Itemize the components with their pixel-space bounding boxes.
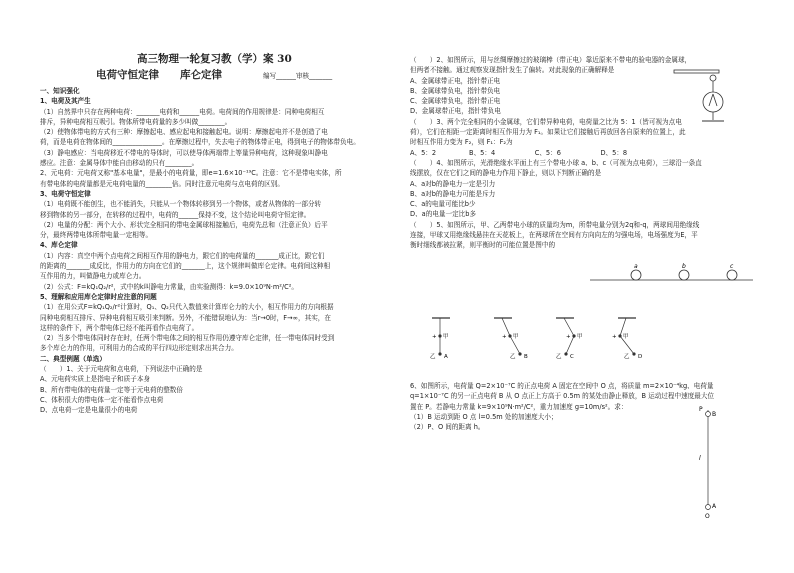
svg-text:甲: 甲 bbox=[443, 334, 449, 340]
right-line: D、金属球带正电，指针带负电 bbox=[410, 107, 501, 116]
right-line: （ ）5、如图所示，甲、乙两带电小球的质量均为m，所带电量分别为2q和-q，两球间用绝缘线 bbox=[410, 220, 700, 229]
right-line: 时相互作用力变为 F₂，则 F₁：F₂为 bbox=[410, 138, 513, 147]
left-line: 多个库仑力的作用，可利用力的合成的平行四边形定则求出其合力。 bbox=[40, 344, 238, 353]
svg-text:l: l bbox=[699, 455, 701, 462]
left-line: 排斥，异种电荷相互吸引。物体所带电荷量的多少叫做________。 bbox=[40, 117, 232, 126]
pendulum-options-figure bbox=[420, 316, 670, 370]
right-line: （ ）3、两个完全相同的小金属球，它们带异种电荷，电荷量之比为 5：1（皆可视为点电 bbox=[410, 117, 682, 126]
svg-text:乙: 乙 bbox=[430, 354, 436, 360]
left-line: C、体积很大的带电体一定不能看作点电荷 bbox=[40, 395, 164, 404]
left-line: 5、理解和应用库仑定律时应注意的问题 bbox=[40, 292, 157, 301]
right-line: A、金属球带正电，指针带正电 bbox=[410, 76, 501, 85]
left-line: （1）在用公式F=kQ₁Q₂/r²计算时，Q₁、Q₂只代入数值来计算库仑力的大小，相互作用力的方向根据 bbox=[40, 303, 334, 312]
svg-text:乙: 乙 bbox=[624, 354, 630, 360]
right2-line: （1）B 运动到距 O 点 l=0.5m 处的加速度大小； bbox=[410, 412, 558, 421]
left-line: （ ）1、关于元电荷和点电荷，下列说法中正确的是 bbox=[40, 365, 203, 374]
right2-line: q=1×10⁻⁷C 的另一正点电荷 B 从 O 点正上方高于 0.5m 的某处由静止释放，B 运动过程中速度最大位 bbox=[410, 392, 715, 401]
left-line: （1）电荷既不能创生，也不能消失，只能从一个物体转移到另一个物体，或者从物体的一部分转 bbox=[40, 200, 322, 209]
left-line: （2）当多个带电体同时存在时，任两个带电体之间的相互作用仍遵守库仑定律，任一带电体同时受到 bbox=[40, 334, 335, 343]
ball-c bbox=[727, 270, 737, 280]
page-title: 高三物理一轮复习教（学）案 30 bbox=[137, 53, 292, 65]
right-line: B、金属球带负电，指针带负电 bbox=[410, 86, 501, 95]
charge-a bbox=[706, 505, 711, 510]
svg-text:甲: 甲 bbox=[623, 334, 629, 340]
question-6-text bbox=[410, 381, 715, 432]
right-line: C、金属球带负电，指针带正电 bbox=[410, 97, 501, 106]
right-line: 线摆放，仅在它们之间的静电力作用下静止，则以下判断正确的是 bbox=[410, 169, 602, 178]
svg-text:A: A bbox=[444, 354, 448, 360]
right-line: 连接，甲球又用绝缘线悬挂在天花板上，在两球所在空间有方向向左的匀强电场，电场强度为E，平 bbox=[410, 231, 698, 240]
svg-text:甲: 甲 bbox=[513, 334, 519, 340]
svg-text:C: C bbox=[570, 354, 574, 360]
svg-text:乙: 乙 bbox=[510, 354, 516, 360]
right-line: A、5：2 B、5：4 C、5：6 D、5：8 bbox=[410, 148, 628, 157]
svg-text:+: + bbox=[612, 334, 617, 340]
right-line: B、a对b的静电力可能是斥力 bbox=[410, 189, 496, 198]
left-line: 有带电体的电荷量都是元电荷电量的________倍。同时注意元电荷与点电荷的区别。 bbox=[40, 179, 284, 188]
left-line: 荷，而是电荷在物体间的_______________。在摩擦过程中，失去电子的物体带正电，得到电子的物体带负电。 bbox=[40, 138, 360, 147]
svg-text:乙: 乙 bbox=[556, 354, 562, 360]
svg-text:P: P bbox=[699, 406, 703, 413]
page-subtitle: 电荷守恒定律 库仑定律 bbox=[96, 69, 222, 81]
glass-rod bbox=[674, 70, 719, 73]
right-line: （ ）2、如图所示，用与丝绸摩擦过的玻璃棒（带正电）靠近原来不带电的验电器的金属球， bbox=[410, 56, 692, 64]
right-line: 衡时细线都被拉紧，则平衡时的可能位置是图中的 bbox=[410, 241, 556, 250]
option-C-figure bbox=[556, 318, 583, 360]
svg-text:O: O bbox=[705, 513, 710, 520]
left-line: （3）静电感应：当电荷移近不带电的导体时，可以使导体两端带上等量异种电荷，这种现象叫静电 bbox=[40, 148, 328, 157]
svg-text:+: + bbox=[502, 334, 507, 340]
left-line: B、所有带电体的电荷量一定等于元电荷的整数倍 bbox=[40, 385, 183, 394]
left-line: 这样的条件下，两个带电体已经不能再看作点电荷了。 bbox=[40, 323, 199, 332]
ball-b bbox=[679, 270, 689, 280]
left-line: （1）内容：真空中两个点电荷之间相互作用的静电力，跟它们的电荷量的_______成正比，跟它们 bbox=[40, 251, 325, 260]
left-line: 的距离的_______成反比，作用力的方向在它们的_______上，这个规律叫做库仑定律。电荷间这种相 bbox=[40, 262, 331, 271]
right-line: A、a对b的静电力一定是引力 bbox=[410, 179, 496, 188]
left-line: A、元电荷实质上是指电子和质子本身 bbox=[40, 375, 151, 384]
left-line: （2）使物体带电的方式有三种：摩擦起电、感应起电和接触起电。说明：摩擦起电并不是创造了电 bbox=[40, 128, 328, 137]
left-column bbox=[40, 86, 388, 416]
point-charge-figure bbox=[690, 400, 730, 520]
ball-label-a: a bbox=[634, 263, 638, 270]
svg-text:甲: 甲 bbox=[577, 334, 583, 340]
right2-line: （2）P、O 间的距离 h。 bbox=[410, 423, 485, 432]
right-line: 但两者不接触。通过观察发现指针发生了偏转。对此现象的正确解释是 bbox=[410, 66, 615, 75]
left-line: 3、电荷守恒定律 bbox=[40, 189, 91, 198]
left-line: （1）自然界中只存在两种电荷：_______电荷和______电荷。电荷间的作用规律是：同种电荷相互 bbox=[40, 107, 325, 116]
option-D-figure bbox=[612, 318, 642, 360]
charge-b bbox=[706, 412, 711, 417]
right-line: D、a的电量一定比b多 bbox=[410, 210, 477, 219]
left-line: 一、知识强化 bbox=[40, 87, 80, 95]
svg-text:B: B bbox=[712, 411, 717, 418]
ball-label-c: c bbox=[730, 263, 734, 270]
right2-line: 6、如图所示，电荷量 Q=2×10⁻⁷C 的正点电荷 A 固定在空间中 O 点，将质量 m=2×10⁻⁴kg、电荷量 bbox=[410, 382, 714, 390]
metal-ball bbox=[710, 75, 716, 81]
option-B-figure bbox=[494, 318, 528, 360]
left-line: （2）公式：F=kQ₁Q₂/r²，式中的k叫静电力常量，由实验测得：k=9.0×10⁹N·m²/C²。 bbox=[40, 282, 298, 291]
electroscope-figure bbox=[672, 62, 752, 132]
left-line: 感应。注意：金属导体中能自由移动的只有________。 bbox=[40, 159, 199, 168]
left-line: 4、库仑定律 bbox=[40, 241, 78, 250]
left-line: 互作用的力，叫做静电力或库仑力。 bbox=[40, 272, 146, 281]
left-line: 同种电荷相互排斥、异种电荷相互吸引来判断。另外，不能错误地认为：当r→0时，F→∞，其实，在 bbox=[40, 313, 331, 322]
svg-text:+: + bbox=[566, 334, 571, 340]
svg-text:A: A bbox=[712, 503, 717, 510]
left-line: （2）电量的分配：两个大小、形状完全相同的带电金属球相接触后，电荷先总和（注意正负）后平 bbox=[40, 220, 328, 229]
left-line: 1、电荷及其产生 bbox=[40, 97, 91, 106]
right-line: （ ）4、如图所示，光滑绝缘水平面上有三个带电小球 a、b、c（可视为点电荷），三球沿一条直 bbox=[410, 158, 702, 167]
svg-text:+: + bbox=[432, 334, 437, 340]
ball-label-b: b bbox=[682, 263, 686, 270]
right2-line: 置在 P。若静电力常量 k=9×10⁹N·m²/C²，重力加速度 g=10m/s²。求： bbox=[410, 402, 628, 411]
ball-a bbox=[631, 270, 641, 280]
left-line: D、点电荷一定是电量很小的电荷 bbox=[40, 406, 138, 415]
left-line: 分，最终两带电体所带电量一定相等。 bbox=[40, 231, 153, 240]
three-balls-figure bbox=[588, 262, 758, 284]
left-line: 二、典型例题（单选） bbox=[40, 354, 106, 363]
left-line: 移到物体的另一部分，在转移的过程中，电荷的______保持不变，这个结论叫电荷守恒定律。 bbox=[40, 210, 311, 219]
svg-text:D: D bbox=[638, 354, 643, 360]
option-A-figure bbox=[430, 318, 450, 360]
author-reviewer-line: 编写______审核_______ bbox=[263, 72, 333, 80]
svg-text:B: B bbox=[524, 354, 528, 360]
left-line: 2、元电荷：元电荷又称"基本电量"，是最小的电荷量，即e=1.6×10⁻¹⁹C。注意：它不是带电实体，所 bbox=[40, 169, 342, 178]
right-line: C、a的电量可能比b少 bbox=[410, 200, 476, 209]
right-line: 荷），它们在相距一定距离时相互作用力为 F₁。如果让它们接触后再放回各自原来的位置上，此 bbox=[410, 128, 686, 137]
